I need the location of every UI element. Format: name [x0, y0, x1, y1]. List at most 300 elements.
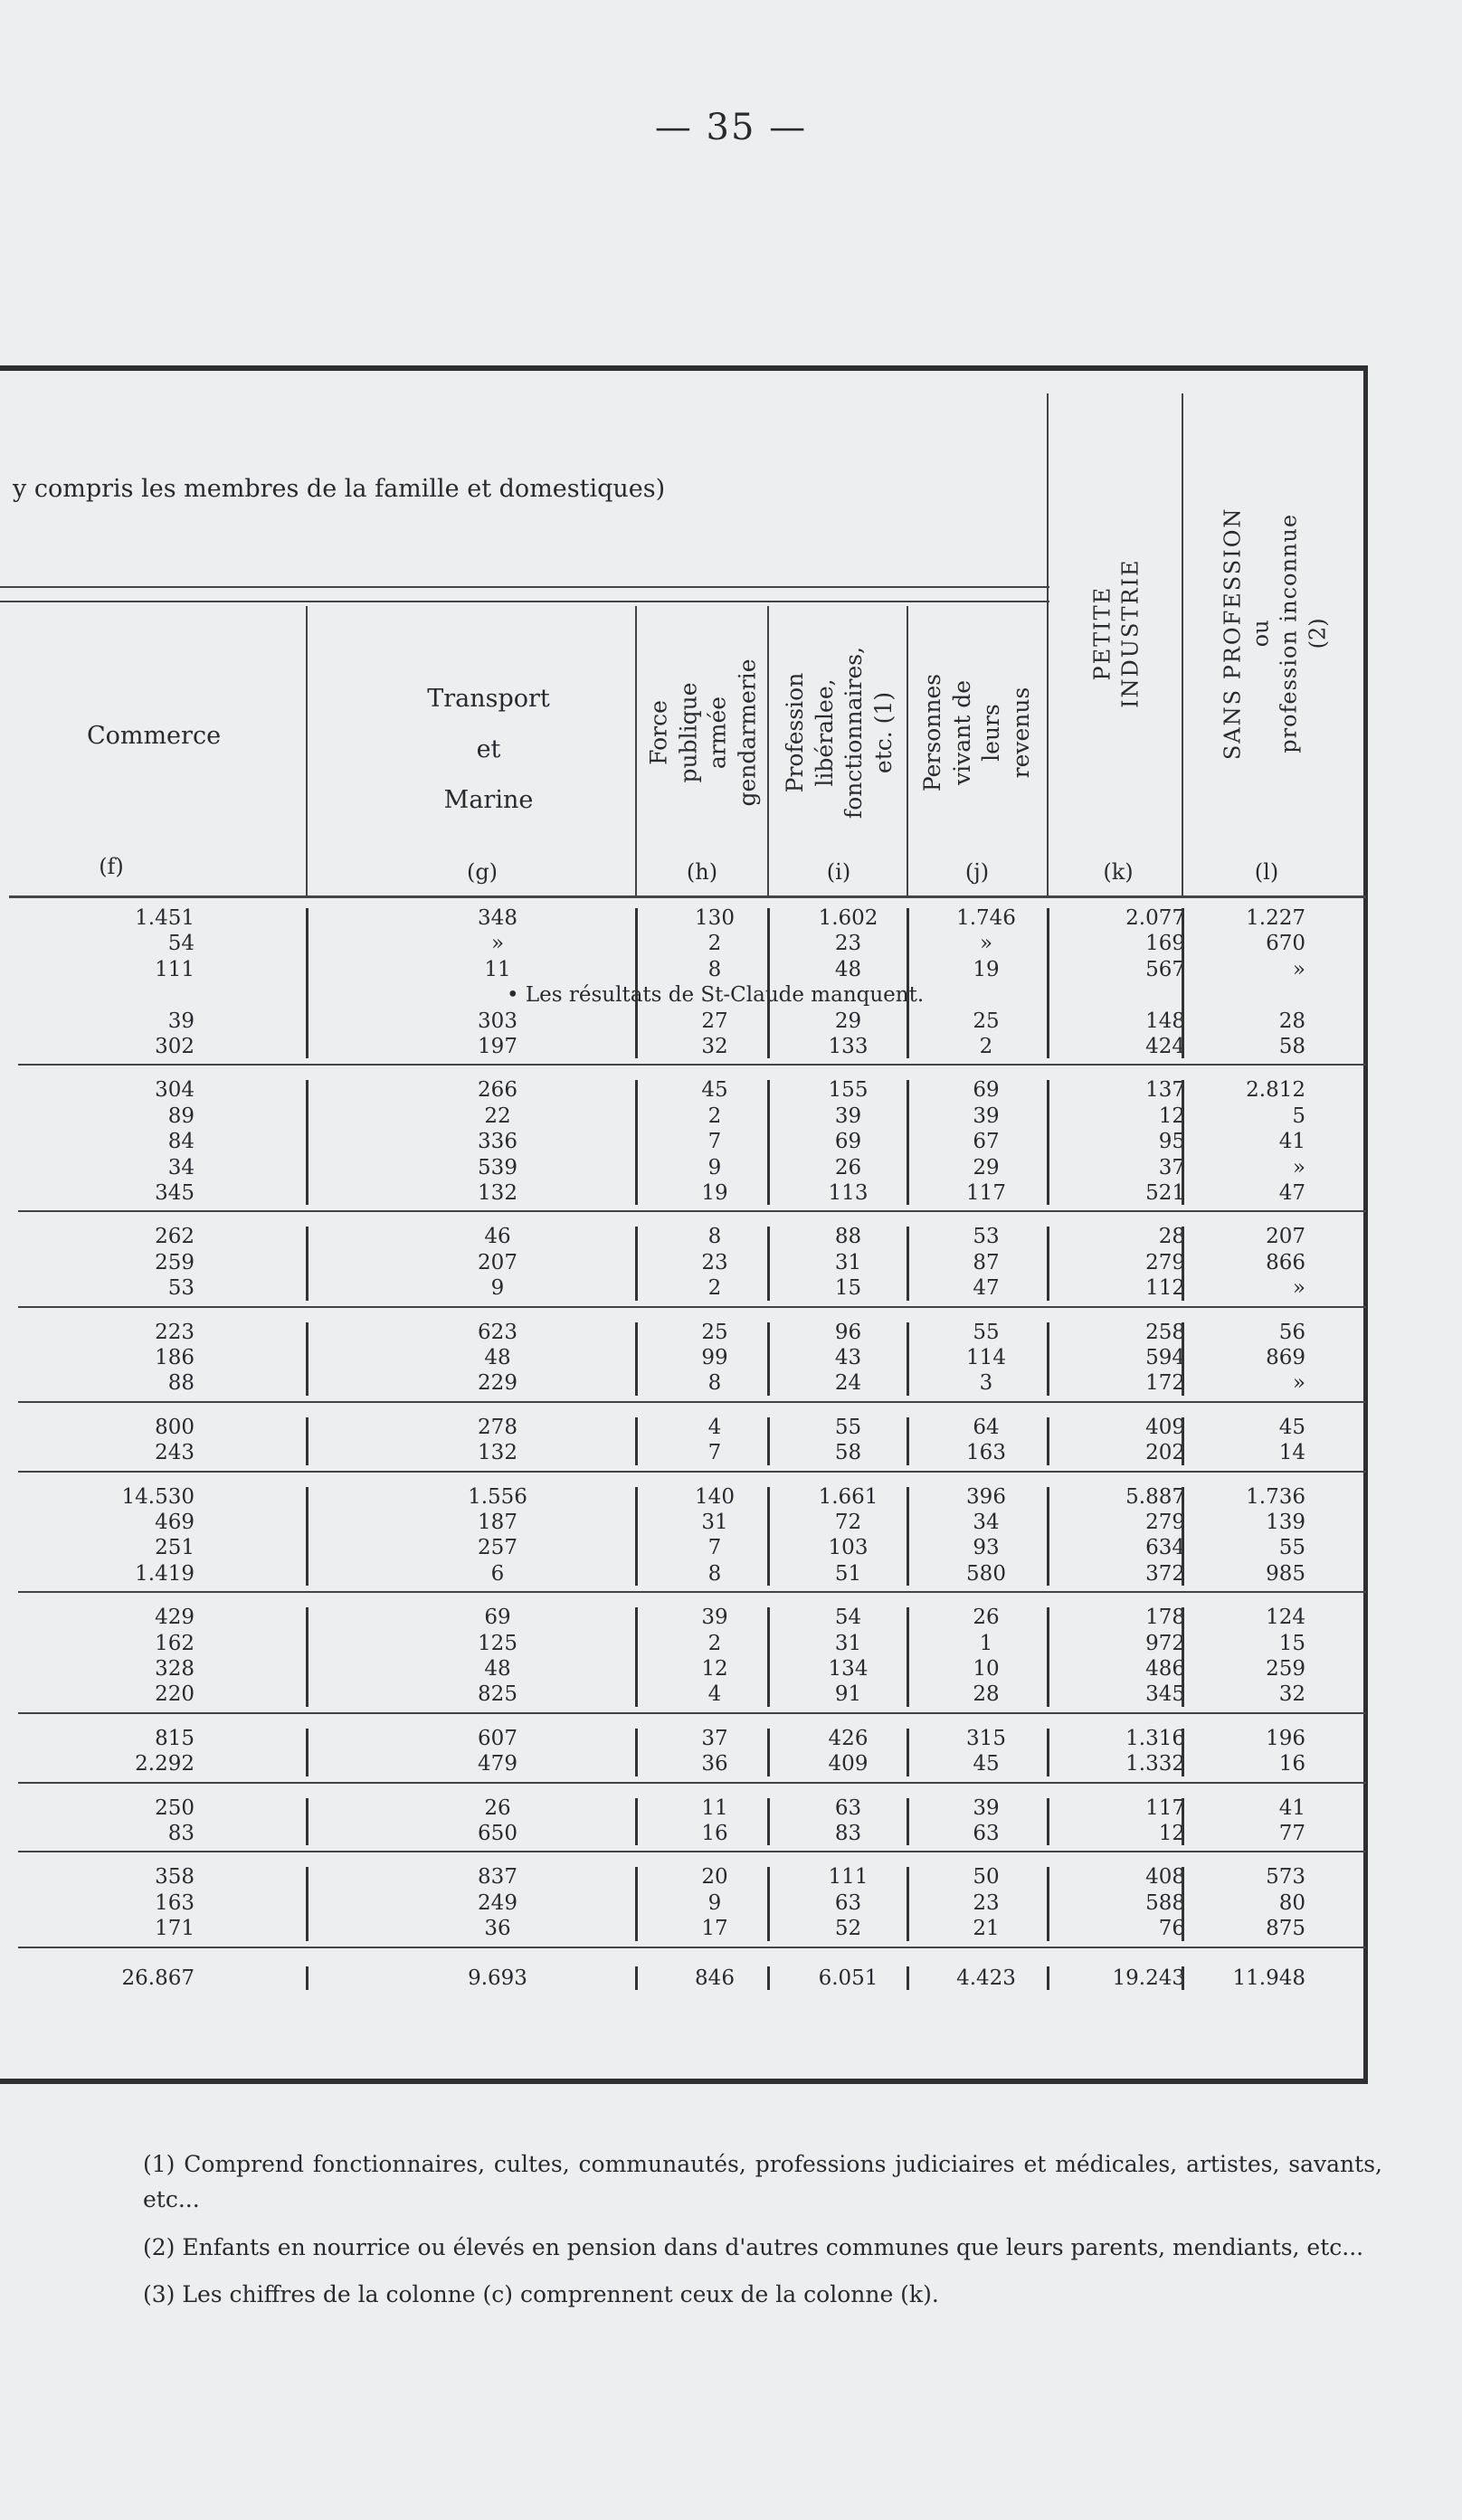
cell-force-publique: 39 — [701, 1606, 728, 1630]
cell-profession-liberale: 91 — [834, 1682, 862, 1707]
column-bar — [907, 908, 909, 1058]
cell-sans-profession: » — [1292, 1371, 1305, 1396]
cell-profession-liberale: 26 — [834, 1155, 862, 1179]
cell-commerce: 223 — [155, 1320, 195, 1344]
header-sans-profession-text — [1219, 507, 1332, 760]
total-sans-profession: 11.948 — [1232, 1966, 1305, 1990]
cell-profession-liberale: 103 — [828, 1536, 869, 1560]
header-transport-line: Marine — [443, 786, 534, 814]
cell-commerce: 84 — [167, 1130, 195, 1154]
group-rule — [18, 1306, 1366, 1308]
cell-personnes-revenus: 93 — [973, 1536, 1000, 1560]
column-bar — [635, 1487, 638, 1587]
cell-personnes-revenus: 34 — [973, 1511, 1000, 1534]
cell-commerce: 53 — [167, 1276, 195, 1301]
cell-force-publique: 2 — [707, 1631, 722, 1655]
column-bar — [635, 1607, 638, 1707]
cell-force-publique: 2 — [707, 1276, 722, 1301]
cell-personnes-revenus: 10 — [973, 1657, 1000, 1681]
table-row — [0, 956, 1368, 983]
column-bar — [1182, 1867, 1184, 1940]
table-row — [0, 1344, 1368, 1371]
cell-personnes-revenus: 117 — [966, 1181, 1006, 1205]
cell-petite-industrie: 972 — [1145, 1631, 1185, 1655]
column-bar — [306, 908, 309, 1058]
cell-transport: 132 — [478, 1441, 517, 1465]
header-force-publique — [644, 611, 762, 855]
cell-personnes-revenus: 396 — [966, 1484, 1006, 1509]
column-bar — [1182, 1607, 1184, 1707]
cell-force-publique: 27 — [701, 1009, 728, 1033]
cell-commerce: 39 — [167, 1009, 195, 1033]
column-bar — [1047, 1487, 1049, 1587]
table-row — [0, 1439, 1368, 1466]
column-bar — [306, 1729, 309, 1776]
cell-force-publique: 37 — [701, 1726, 728, 1750]
cell-transport: 9 — [490, 1276, 505, 1301]
column-bar — [907, 1417, 909, 1465]
cell-sans-profession: » — [1292, 1276, 1305, 1301]
cell-force-publique: 7 — [707, 1441, 722, 1465]
cell-force-publique: 19 — [701, 1181, 728, 1205]
cell-sans-profession: » — [1292, 957, 1305, 981]
cell-transport: 125 — [478, 1631, 517, 1655]
column-bar — [1047, 1966, 1049, 1990]
cell-petite-industrie: 1.316 — [1125, 1726, 1185, 1750]
table-row — [0, 1076, 1368, 1104]
cell-sans-profession: 1.736 — [1246, 1484, 1305, 1509]
cell-petite-industrie: 594 — [1145, 1346, 1185, 1369]
cell-force-publique: 17 — [701, 1917, 728, 1941]
column-bar — [767, 1417, 770, 1465]
cell-transport: 132 — [478, 1181, 517, 1205]
cell-personnes-revenus: 26 — [973, 1606, 1000, 1630]
cell-personnes-revenus: 315 — [966, 1726, 1006, 1750]
cell-personnes-revenus: 55 — [973, 1320, 1000, 1344]
cell-personnes-revenus: 50 — [973, 1865, 1000, 1890]
cell-personnes-revenus: 67 — [973, 1130, 1000, 1154]
cell-force-publique: 7 — [707, 1130, 722, 1154]
cell-transport: 1.556 — [468, 1484, 527, 1509]
column-bar — [635, 1729, 638, 1776]
cell-commerce: 800 — [155, 1415, 195, 1439]
cell-personnes-revenus: 28 — [973, 1682, 1000, 1707]
column-bar — [1047, 1417, 1049, 1465]
cell-petite-industrie: 12 — [1158, 1104, 1185, 1128]
header-petite-industrie-line: PETITE — [1089, 585, 1115, 681]
cell-personnes-revenus: 580 — [966, 1561, 1006, 1586]
cell-transport: 257 — [478, 1536, 517, 1560]
cell-commerce: 34 — [167, 1155, 195, 1179]
cell-profession-liberale: 58 — [834, 1441, 862, 1465]
cell-sans-profession: 45 — [1278, 1415, 1305, 1439]
cell-petite-industrie: 172 — [1145, 1371, 1185, 1396]
column-bar — [1182, 1729, 1184, 1776]
cell-sans-profession: 77 — [1278, 1822, 1305, 1845]
cell-petite-industrie: 28 — [1158, 1225, 1185, 1249]
cell-commerce: 2.292 — [135, 1752, 195, 1776]
table-row — [0, 1223, 1368, 1250]
header-rule — [0, 601, 1049, 602]
header-profession-liberale — [776, 611, 903, 855]
cell-petite-industrie: 258 — [1145, 1320, 1185, 1344]
cell-profession-liberale: 155 — [828, 1078, 869, 1103]
cell-commerce: 262 — [155, 1225, 195, 1249]
cell-force-publique: 140 — [695, 1484, 735, 1509]
cell-transport: 303 — [478, 1009, 517, 1033]
cell-transport: 11 — [484, 957, 511, 981]
column-bar — [306, 1607, 309, 1707]
cell-force-publique: 7 — [707, 1536, 722, 1560]
cell-commerce: 259 — [155, 1250, 195, 1274]
cell-force-publique: 2 — [707, 1104, 722, 1128]
table-row — [0, 1154, 1368, 1181]
footnote: (3) Les chiffres de la colonne (c) comprennent ceux de la colonne (k). — [143, 2281, 939, 2308]
column-bar — [767, 1729, 770, 1776]
cell-force-publique: 25 — [701, 1320, 728, 1344]
cell-transport: 249 — [478, 1890, 517, 1915]
cell-profession-liberale: 29 — [834, 1009, 862, 1033]
header-sans-profession-line: ou — [1248, 620, 1274, 647]
column-bar — [767, 1487, 770, 1587]
column-bar — [907, 1966, 909, 1990]
cell-sans-profession: 41 — [1278, 1795, 1305, 1820]
column-bar — [767, 1322, 770, 1396]
cell-force-publique: 12 — [701, 1657, 728, 1681]
column-bar — [306, 1322, 309, 1396]
cell-commerce: 163 — [155, 1890, 195, 1915]
cell-profession-liberale: 63 — [834, 1890, 862, 1915]
cell-transport: 69 — [484, 1606, 511, 1630]
column-bar — [907, 1080, 909, 1205]
cell-personnes-revenus: » — [979, 932, 993, 956]
cell-petite-industrie: 37 — [1158, 1155, 1185, 1179]
cell-commerce: 83 — [167, 1822, 195, 1845]
cell-commerce: 429 — [155, 1606, 195, 1630]
cell-commerce: 250 — [155, 1795, 195, 1820]
cell-profession-liberale: 52 — [834, 1917, 862, 1941]
column-bar — [907, 1729, 909, 1776]
column-letter-g: (g) — [466, 859, 498, 885]
cell-force-publique: 23 — [701, 1250, 728, 1274]
total-force-publique: 846 — [695, 1966, 735, 1990]
cell-transport: 26 — [484, 1795, 511, 1820]
group-rule — [18, 1401, 1366, 1403]
header-sans-profession — [1187, 470, 1363, 796]
table-caption: y compris les membres de la famille et domestiques) — [13, 475, 666, 503]
cell-petite-industrie: 486 — [1145, 1657, 1185, 1681]
footnote: (2) Enfants en nourrice ou élevés en pension dans d'autres communes que leurs parents, mendiants, etc... — [143, 2233, 1364, 2260]
table-row — [0, 1681, 1368, 1708]
cell-petite-industrie: 202 — [1145, 1441, 1185, 1465]
table-row — [0, 1414, 1368, 1441]
cell-sans-profession: 80 — [1278, 1890, 1305, 1915]
column-letter-l: (l) — [1254, 859, 1279, 885]
column-bar — [1182, 1417, 1184, 1465]
cell-personnes-revenus: 23 — [973, 1890, 1000, 1915]
cell-sans-profession: 196 — [1266, 1726, 1305, 1750]
column-letter-f: (f) — [99, 854, 124, 879]
total-transport: 9.693 — [468, 1966, 527, 1990]
cell-commerce: 304 — [155, 1078, 195, 1103]
cell-commerce: 54 — [167, 932, 195, 956]
cell-transport: 479 — [478, 1752, 517, 1776]
cell-transport: 229 — [478, 1371, 517, 1396]
cell-force-publique: 32 — [701, 1035, 728, 1058]
header-personnes-revenus — [914, 611, 1040, 855]
cell-force-publique: 8 — [707, 1561, 722, 1586]
cell-profession-liberale: 23 — [834, 932, 862, 956]
header-petite-industrie — [1054, 507, 1181, 760]
cell-petite-industrie: 76 — [1158, 1917, 1185, 1941]
cell-profession-liberale: 24 — [834, 1371, 862, 1396]
table-row — [0, 1008, 1368, 1035]
cell-commerce: 88 — [167, 1371, 195, 1396]
cell-transport: 207 — [478, 1250, 517, 1274]
column-bar — [1182, 1487, 1184, 1587]
cell-sans-profession: 259 — [1266, 1657, 1305, 1681]
cell-petite-industrie: 409 — [1145, 1415, 1185, 1439]
cell-force-publique: 20 — [701, 1865, 728, 1890]
column-bar — [1182, 908, 1184, 1058]
column-divider — [635, 606, 637, 895]
cell-transport: 187 — [478, 1511, 517, 1534]
table-row — [0, 1725, 1368, 1752]
cell-force-publique: 99 — [701, 1346, 728, 1369]
column-bar — [1182, 1080, 1184, 1205]
cell-force-publique: 2 — [707, 932, 722, 956]
column-bar — [1182, 1798, 1184, 1846]
header-transport-line: et — [476, 735, 501, 763]
table-row — [0, 1319, 1368, 1346]
group-rule — [18, 1591, 1366, 1593]
cell-force-publique: 8 — [707, 957, 722, 981]
table-row — [0, 1795, 1368, 1822]
column-bar — [635, 1867, 638, 1940]
table-row — [0, 1274, 1368, 1302]
cell-profession-liberale: 426 — [828, 1726, 869, 1750]
total-profession-liberale: 6.051 — [818, 1966, 878, 1990]
table-row — [0, 1820, 1368, 1847]
header-transport — [380, 674, 597, 826]
group-rule — [18, 1712, 1366, 1714]
cell-profession-liberale: 63 — [834, 1795, 862, 1820]
cell-personnes-revenus: 45 — [973, 1752, 1000, 1776]
column-bar — [1047, 908, 1049, 1058]
cell-personnes-revenus: 3 — [979, 1371, 993, 1396]
cell-commerce: 469 — [155, 1511, 195, 1534]
cell-petite-industrie: 95 — [1158, 1130, 1185, 1154]
cell-commerce: 1.419 — [135, 1561, 195, 1586]
cell-transport: » — [490, 932, 505, 956]
table-row — [0, 1750, 1368, 1777]
column-letter-k: (k) — [1103, 859, 1134, 885]
cell-sans-profession: 32 — [1278, 1682, 1305, 1707]
column-bar — [907, 1227, 909, 1300]
table-note: • Les résultats de St-Claude manquent. — [507, 983, 925, 1008]
column-bar — [306, 1487, 309, 1587]
cell-personnes-revenus: 39 — [973, 1104, 1000, 1128]
table-row — [0, 1604, 1368, 1631]
cell-petite-industrie: 345 — [1145, 1682, 1185, 1707]
cell-sans-profession: 139 — [1266, 1511, 1305, 1534]
cell-profession-liberale: 1.602 — [818, 906, 878, 930]
cell-profession-liberale: 113 — [828, 1181, 869, 1205]
total-personnes-revenus: 4.423 — [956, 1966, 1016, 1990]
cell-profession-liberale: 43 — [834, 1346, 862, 1369]
column-bar — [907, 1867, 909, 1940]
cell-sans-profession: 28 — [1278, 1009, 1305, 1033]
cell-profession-liberale: 409 — [828, 1752, 869, 1776]
cell-personnes-revenus: 47 — [973, 1276, 1000, 1301]
column-bar — [1047, 1607, 1049, 1707]
cell-commerce: 14.530 — [121, 1484, 195, 1509]
cell-petite-industrie: 5.887 — [1125, 1484, 1185, 1509]
cell-commerce: 243 — [155, 1441, 195, 1465]
footnote: (1) Comprend fonctionnaires, cultes, communautés, professions judiciaires et médicales, artistes, savants, etc... — [143, 2151, 1382, 2212]
column-bar — [907, 1487, 909, 1587]
cell-transport: 36 — [484, 1917, 511, 1941]
column-bar — [635, 1322, 638, 1396]
cell-transport: 623 — [478, 1320, 517, 1344]
column-bar — [1182, 1227, 1184, 1300]
cell-profession-liberale: 96 — [834, 1320, 862, 1344]
column-divider — [907, 606, 908, 895]
cell-sans-profession: 207 — [1266, 1225, 1305, 1249]
cell-personnes-revenus: 1.746 — [956, 906, 1016, 930]
cell-force-publique: 9 — [707, 1890, 722, 1915]
header-petite-industrie-line: INDUSTRIE — [1118, 558, 1144, 708]
cell-commerce: 1.451 — [135, 906, 195, 930]
cell-petite-industrie: 588 — [1145, 1890, 1185, 1915]
total-petite-industrie: 19.243 — [1112, 1966, 1185, 1990]
cell-profession-liberale: 54 — [834, 1606, 862, 1630]
table-row — [0, 1890, 1368, 1917]
header-transport-line: Transport — [427, 685, 550, 713]
column-bar — [1182, 1322, 1184, 1396]
column-divider — [767, 606, 769, 895]
table-row — [0, 1560, 1368, 1587]
cell-sans-profession: 573 — [1266, 1865, 1305, 1890]
cell-transport: 539 — [478, 1155, 517, 1179]
group-rule — [18, 1782, 1366, 1784]
cell-transport: 650 — [478, 1822, 517, 1845]
cell-transport: 336 — [478, 1130, 517, 1154]
cell-transport: 6 — [490, 1561, 505, 1586]
column-letter-j: (j) — [964, 859, 990, 885]
cell-petite-industrie: 178 — [1145, 1606, 1185, 1630]
column-bar — [635, 908, 638, 1058]
cell-commerce: 251 — [155, 1536, 195, 1560]
table-row — [0, 1630, 1368, 1657]
cell-profession-liberale: 72 — [834, 1511, 862, 1534]
table-row — [0, 930, 1368, 957]
group-rule — [18, 1947, 1366, 1948]
table-row — [0, 1128, 1368, 1155]
cell-commerce: 815 — [155, 1726, 195, 1750]
cell-transport: 46 — [484, 1225, 511, 1249]
cell-petite-industrie: 2.077 — [1125, 906, 1185, 930]
cell-force-publique: 4 — [707, 1682, 722, 1707]
cell-personnes-revenus: 25 — [973, 1009, 1000, 1033]
cell-transport: 48 — [484, 1657, 511, 1681]
cell-petite-industrie: 521 — [1145, 1181, 1185, 1205]
cell-sans-profession: 1.227 — [1246, 906, 1305, 930]
cell-profession-liberale: 55 — [834, 1415, 862, 1439]
table-row — [0, 1509, 1368, 1536]
cell-personnes-revenus: 1 — [979, 1631, 993, 1655]
column-bar — [767, 1798, 770, 1846]
cell-profession-liberale: 111 — [828, 1865, 869, 1890]
column-bar — [767, 1080, 770, 1205]
column-bar — [907, 1322, 909, 1396]
cell-force-publique: 8 — [707, 1225, 722, 1249]
header-sans-profession-line: profession inconnue — [1276, 513, 1302, 753]
header-rule — [0, 586, 1049, 588]
header-profession-liberale-text: Profession libéralee, fonctionnaires, etc. (1) — [782, 646, 897, 819]
cell-sans-profession: 875 — [1266, 1917, 1305, 1941]
cell-petite-industrie: 1.332 — [1125, 1752, 1185, 1776]
cell-transport: 278 — [478, 1415, 517, 1439]
footnotes — [143, 2147, 1382, 2326]
table-row — [0, 1863, 1368, 1890]
column-bar — [767, 1607, 770, 1707]
cell-commerce: 328 — [155, 1657, 195, 1681]
cell-sans-profession: 866 — [1266, 1250, 1305, 1274]
column-bar — [1047, 1080, 1049, 1205]
cell-commerce: 345 — [155, 1181, 195, 1205]
column-bar — [306, 1227, 309, 1300]
cell-personnes-revenus: 39 — [973, 1795, 1000, 1820]
cell-petite-industrie: 117 — [1145, 1795, 1185, 1820]
cell-personnes-revenus: 29 — [973, 1155, 1000, 1179]
cell-sans-profession: 985 — [1266, 1561, 1305, 1586]
cell-personnes-revenus: 53 — [973, 1225, 1000, 1249]
totals-row — [0, 1965, 1368, 1992]
group-rule — [18, 1851, 1366, 1852]
cell-force-publique: 45 — [701, 1078, 728, 1103]
table-row — [0, 1103, 1368, 1130]
column-bar — [635, 1966, 638, 1990]
cell-commerce: 162 — [155, 1631, 195, 1655]
cell-force-publique: 4 — [707, 1415, 722, 1439]
cell-force-publique: 31 — [701, 1511, 728, 1534]
cell-petite-industrie: 424 — [1145, 1035, 1185, 1058]
cell-transport: 197 — [478, 1035, 517, 1058]
cell-profession-liberale: 134 — [828, 1657, 869, 1681]
cell-profession-liberale: 88 — [834, 1225, 862, 1249]
cell-sans-profession: 56 — [1278, 1320, 1305, 1344]
cell-profession-liberale: 69 — [834, 1130, 862, 1154]
column-bar — [306, 1080, 309, 1205]
cell-petite-industrie: 169 — [1145, 932, 1185, 956]
cell-sans-profession: 124 — [1266, 1606, 1305, 1630]
header-force-publique-text: Force publique armée gendarmerie — [645, 658, 760, 807]
cell-personnes-revenus: 114 — [966, 1346, 1006, 1369]
table-row — [0, 1483, 1368, 1511]
header-sans-profession-line: (2) — [1304, 618, 1330, 649]
header-sans-profession-line: SANS PROFESSION — [1220, 507, 1246, 760]
cell-personnes-revenus: 2 — [979, 1035, 993, 1058]
cell-commerce: 171 — [155, 1917, 195, 1941]
column-bar — [306, 1798, 309, 1846]
cell-transport: 266 — [478, 1078, 517, 1103]
cell-profession-liberale: 83 — [834, 1822, 862, 1845]
cell-transport: 22 — [484, 1104, 511, 1128]
column-bar — [1047, 1227, 1049, 1300]
column-divider — [1047, 393, 1049, 895]
table-row — [0, 1915, 1368, 1942]
